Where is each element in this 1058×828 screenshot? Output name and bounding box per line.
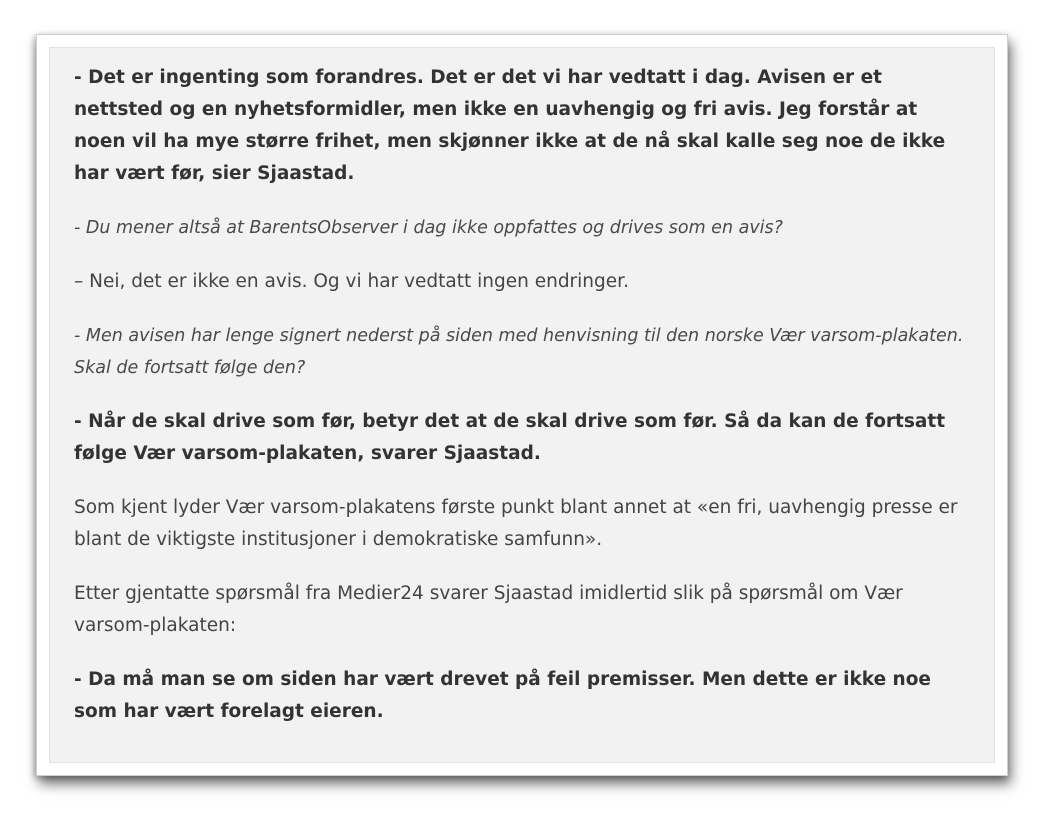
paragraph-question-2: - Men avisen har lenge signert nederst på siden med henvisning til den norske Vær varsom-plakaten. Skal de fortsatt følge den? xyxy=(74,326,964,378)
paragraph-quote-1: - Det er ingenting som forandres. Det er det vi har vedtatt i dag. Avisen er et nettsted og en nyhetsformidler, men ikke en uavhengig og fri avis. Jeg forstår at noen vil ha mye større frihet, men skjønner ikke at de nå skal kalle seg noe de ikke har vært før, sier Sjaastad. xyxy=(74,67,946,184)
screenshot-frame xyxy=(36,34,1008,776)
paragraph-question-1: - Du mener altså at BarentsObserver i dag ikke oppfattes og drives som en avis? xyxy=(74,218,783,238)
paragraph-quote-2: - Når de skal drive som før, betyr det at de skal drive som før. Så da kan de fortsatt følge Vær varsom-plakaten, svarer Sjaastad. xyxy=(74,411,946,464)
paragraph-body-1: Som kjent lyder Vær varsom-plakatens første punkt blant annet at «en fri, uavhengig presse er blant de viktigste institusjoner i demokratiske samfunn». xyxy=(74,497,958,550)
article-panel xyxy=(49,47,995,763)
paragraph-quote-3: - Da må man se om siden har vært drevet på feil premisser. Men dette er ikke noe som har vært forelagt eieren. xyxy=(74,669,931,722)
paragraph-body-2: Etter gjentatte spørsmål fra Medier24 svarer Sjaastad imidlertid slik på spørsmål om Vær varsom-plakaten: xyxy=(74,583,903,636)
article-body xyxy=(74,62,974,750)
paragraph-answer-1: – Nei, det er ikke en avis. Og vi har vedtatt ingen endringer. xyxy=(74,271,629,292)
